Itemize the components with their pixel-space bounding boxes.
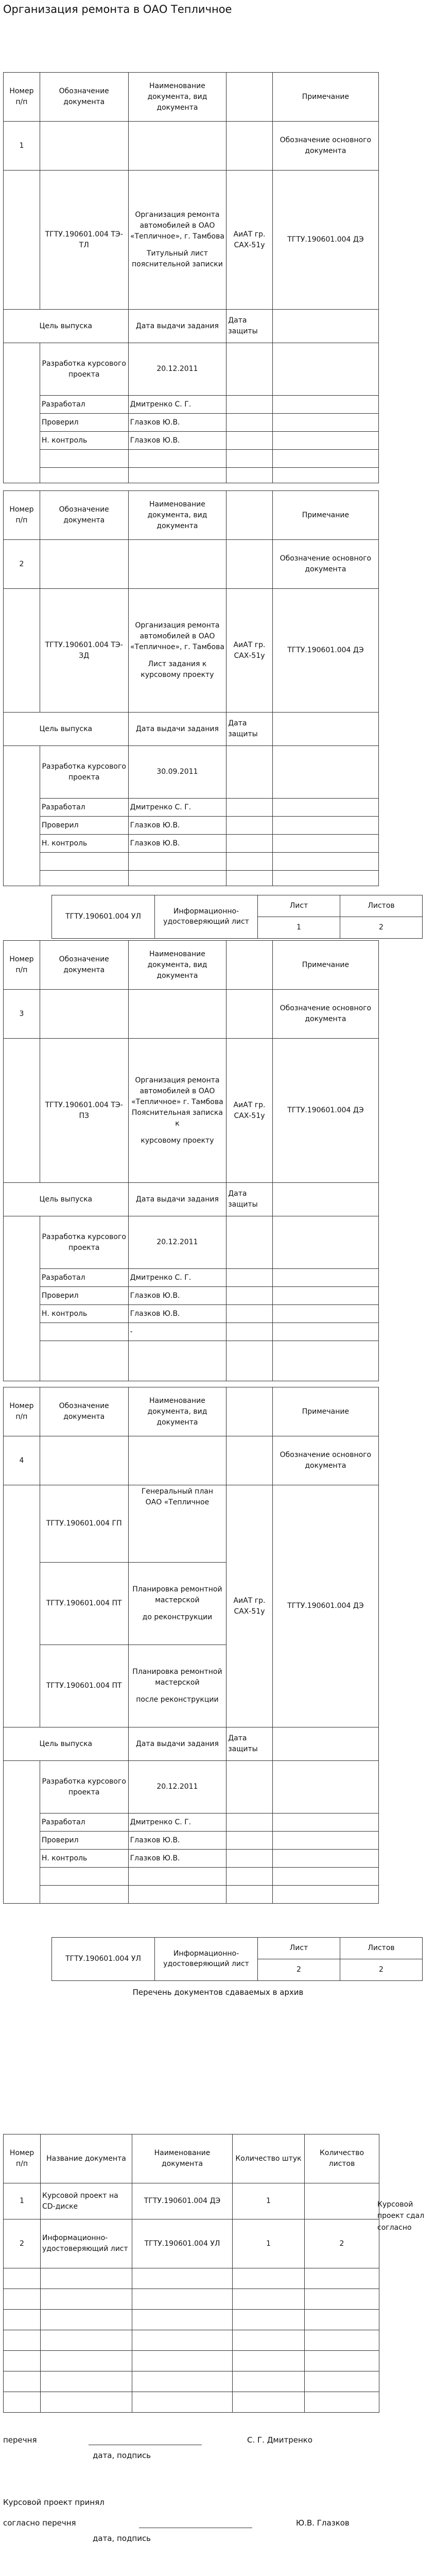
archive-header-sheets: Количество листов (305, 2134, 379, 2183)
row-sheets: 2 (305, 2219, 379, 2268)
checker-name: Глазков Ю.В. (128, 817, 226, 835)
defense-date: Дата защиты (226, 1183, 273, 1216)
archive-table (3, 2134, 379, 2413)
basis-doc: ТГТУ.190601.004 ДЭ (272, 1039, 378, 1183)
header-num: Номер п/п (4, 941, 40, 990)
header-name: Наименование документа, вид документа (128, 1387, 226, 1436)
checked-label: Проверил (40, 414, 128, 432)
stamp-sheets-label: Листов (340, 1938, 423, 1959)
developed-label: Разработал (40, 396, 128, 414)
norm-label: Н. контроль (40, 1305, 128, 1323)
dev-date: 20.12.2011 (128, 343, 226, 396)
stamp-sheet-label: Лист (258, 895, 340, 917)
dev-date: 20.12.2011 (128, 1761, 226, 1814)
sheet-code-pt-2: ТГТУ.190601.004 ПТ (40, 1645, 128, 1727)
side-note: Курсовой проект сдал согласно (377, 2200, 425, 2232)
sheet-code: ТГТУ.190601.004 ТЭ-ТЛ (40, 171, 128, 310)
dev-course: Разработка курсового проекта (40, 1216, 128, 1269)
stamp-code: ТГТУ.190601.004 УЛ (52, 1938, 155, 1981)
page-title: Организация ремонта в ОАО Тепличное (3, 3, 232, 15)
developer-name: Дмитренко С. Г. (128, 1814, 226, 1832)
defense-date: Дата защиты (226, 713, 273, 746)
date-sign-2: дата, подпись (93, 2534, 151, 2543)
sign-name-2: Ю.В. Глазков (296, 2518, 350, 2528)
header-designation: Обозначение документа (40, 73, 128, 122)
norm-label: Н. контроль (40, 835, 128, 853)
developed-label: Разработал (40, 1269, 128, 1287)
archive-header-name: Название документа (41, 2134, 132, 2183)
header-designation: Обозначение документа (40, 941, 128, 990)
basis-doc: ТГТУ.190601.004 ДЭ (272, 171, 378, 310)
dev-date: 20.12.2011 (128, 1216, 226, 1269)
stamp-info: Информационно-удостоверяющий лист (155, 1938, 258, 1981)
doc-name-pt-1: Планировка ремонтной мастерской до реконструкции (128, 1563, 226, 1645)
table-row (4, 2183, 379, 2219)
checker-name: Глазков Ю.В. (128, 1832, 226, 1850)
sheet-doc-name: Организация ремонта автомобилей в ОАО «Тепличное», г. Тамбова Титульный лист пояснительной записки (128, 171, 226, 310)
header-note-basis: Обозначение основного документа (272, 122, 378, 171)
sheet-num: 4 (4, 1436, 40, 1485)
sign-name-1: С. Г. Дмитренко (247, 2435, 313, 2445)
archive-header-docname: Наименование документа (132, 2134, 233, 2183)
sign-label-1: перечня (3, 2435, 37, 2445)
sheet-doc-name: Организация ремонта автомобилей в ОАО «Тепличное» г. Тамбова Пояснительная записка к курсовому проекту (128, 1039, 226, 1183)
header-note: Примечание (272, 491, 378, 540)
dept: АиАТ гр. САХ-51у (226, 589, 273, 713)
dev-date: 30.09.2011 (128, 746, 226, 799)
issue-date: Дата выдачи задания (128, 310, 226, 343)
dept: АиАТ гр. САХ-51у (226, 171, 273, 310)
row-qty: 1 (233, 2183, 305, 2219)
developer-name: Дмитренко С. Г. (128, 799, 226, 817)
norm-name: Глазков Ю.В. (128, 432, 226, 450)
dev-course: Разработка курсового проекта (40, 343, 128, 396)
row-num: 1 (4, 2183, 41, 2219)
sheet-code: ТГТУ.190601.004 ТЭ-ЗД (40, 589, 128, 713)
header-note: Примечание (272, 1387, 378, 1436)
document-sheet-3 (3, 940, 379, 1381)
developer-name: Дмитренко С. Г. (128, 396, 226, 414)
archive-header-num: Номер п/п (4, 2134, 41, 2183)
issue-purpose: Цель выпуска (4, 713, 129, 746)
date-sign-1: дата, подпись (93, 2451, 151, 2460)
accepted-label: Курсовой проект принял (3, 2498, 104, 2507)
checked-label: Проверил (40, 1832, 128, 1850)
header-num: Номер п/п (4, 491, 40, 540)
row-name: Курсовой проект на CD-диске (41, 2183, 132, 2219)
norm-label: Н. контроль (40, 432, 128, 450)
checked-label: Проверил (40, 1287, 128, 1305)
sheet-doc-name: Организация ремонта автомобилей в ОАО «Тепличное», г. Тамбова Лист задания к курсовому проекту (128, 589, 226, 713)
stamp-sheets-label: Листов (340, 895, 423, 917)
header-note-basis: Обозначение основного документа (272, 990, 378, 1039)
dash-mark: - (128, 1323, 226, 1341)
norm-name: Глазков Ю.В. (128, 1305, 226, 1323)
issue-date: Дата выдачи задания (128, 713, 226, 746)
defense-date: Дата защиты (226, 310, 273, 343)
header-num: Номер п/п (4, 1387, 40, 1436)
basis-doc: ТГТУ.190601.004 ДЭ (272, 589, 378, 713)
stamp-sheets: 2 (340, 917, 423, 939)
row-sheets (305, 2183, 379, 2219)
norm-name: Глазков Ю.В. (128, 1850, 226, 1868)
sheet-code-gp: ТГТУ.190601.004 ГП (40, 1485, 128, 1563)
stamp-sheets: 2 (340, 1959, 423, 1981)
developed-label: Разработал (40, 1814, 128, 1832)
row-doc: ТГТУ.190601.004 ДЭ (132, 2183, 233, 2219)
header-designation: Обозначение документа (40, 1387, 128, 1436)
document-sheet-1 (3, 72, 379, 483)
table-row (4, 2219, 379, 2268)
header-note-basis: Обозначение основного документа (272, 540, 378, 589)
header-note: Примечание (272, 73, 378, 122)
basis-doc: ТГТУ.190601.004 ДЭ (272, 1485, 378, 1727)
norm-label: Н. контроль (40, 1850, 128, 1868)
row-doc: ТГТУ.190601.004 УЛ (132, 2219, 233, 2268)
developed-label: Разработал (40, 799, 128, 817)
title-block-1 (51, 895, 423, 939)
dev-course: Разработка курсового проекта (40, 1761, 128, 1814)
row-num: 2 (4, 2219, 41, 2268)
issue-purpose: Цель выпуска (4, 1183, 129, 1216)
header-designation: Обозначение документа (40, 491, 128, 540)
issue-date: Дата выдачи задания (128, 1727, 226, 1761)
row-name: Информационно-удостоверяющий лист (41, 2219, 132, 2268)
document-sheet-2 (3, 490, 379, 886)
stamp-sheet: 1 (258, 917, 340, 939)
sheet-num: 1 (4, 122, 40, 171)
sheet-num: 3 (4, 990, 40, 1039)
dev-course: Разработка курсового проекта (40, 746, 128, 799)
header-note: Примечание (272, 941, 378, 990)
issue-purpose: Цель выпуска (4, 310, 129, 343)
doc-name-pt-2: Планировка ремонтной мастерской после реконструкции (128, 1645, 226, 1727)
developer-name: Дмитренко С. Г. (128, 1269, 226, 1287)
issue-purpose: Цель выпуска (4, 1727, 129, 1761)
defense-date: Дата защиты (226, 1727, 273, 1761)
stamp-info: Информационно-удостоверяющий лист (155, 895, 258, 939)
header-name: Наименование документа, вид документа (128, 73, 226, 122)
title-block-2 (51, 1937, 423, 1981)
checker-name: Глазков Ю.В. (128, 414, 226, 432)
archive-header-qty: Количество штук (233, 2134, 305, 2183)
dept: АиАТ гр. САХ-51у (226, 1485, 273, 1727)
issue-date: Дата выдачи задания (128, 1183, 226, 1216)
checker-name: Глазков Ю.В. (128, 1287, 226, 1305)
stamp-sheet: 2 (258, 1959, 340, 1981)
checked-label: Проверил (40, 817, 128, 835)
row-qty: 1 (233, 2219, 305, 2268)
doc-name-gp: Генеральный план ОАО «Тепличное (128, 1485, 226, 1563)
sign-label-2: согласно перечня (3, 2518, 76, 2528)
norm-name: Глазков Ю.В. (128, 835, 226, 853)
header-note-basis: Обозначение основного документа (272, 1436, 378, 1485)
header-num: Номер п/п (4, 73, 40, 122)
document-sheet-4 (3, 1387, 379, 1904)
header-name: Наименование документа, вид документа (128, 941, 226, 990)
dept: АиАТ гр. САХ-51у (226, 1039, 273, 1183)
stamp-sheet-label: Лист (258, 1938, 340, 1959)
archive-caption: Перечень документов сдаваемых в архив (132, 1988, 304, 1997)
sheet-code-pt-1: ТГТУ.190601.004 ПТ (40, 1563, 128, 1645)
header-name: Наименование документа, вид документа (128, 491, 226, 540)
sheet-num: 2 (4, 540, 40, 589)
sheet-code: ТГТУ.190601.004 ТЭ-ПЗ (40, 1039, 128, 1183)
stamp-code: ТГТУ.190601.004 УЛ (52, 895, 155, 939)
